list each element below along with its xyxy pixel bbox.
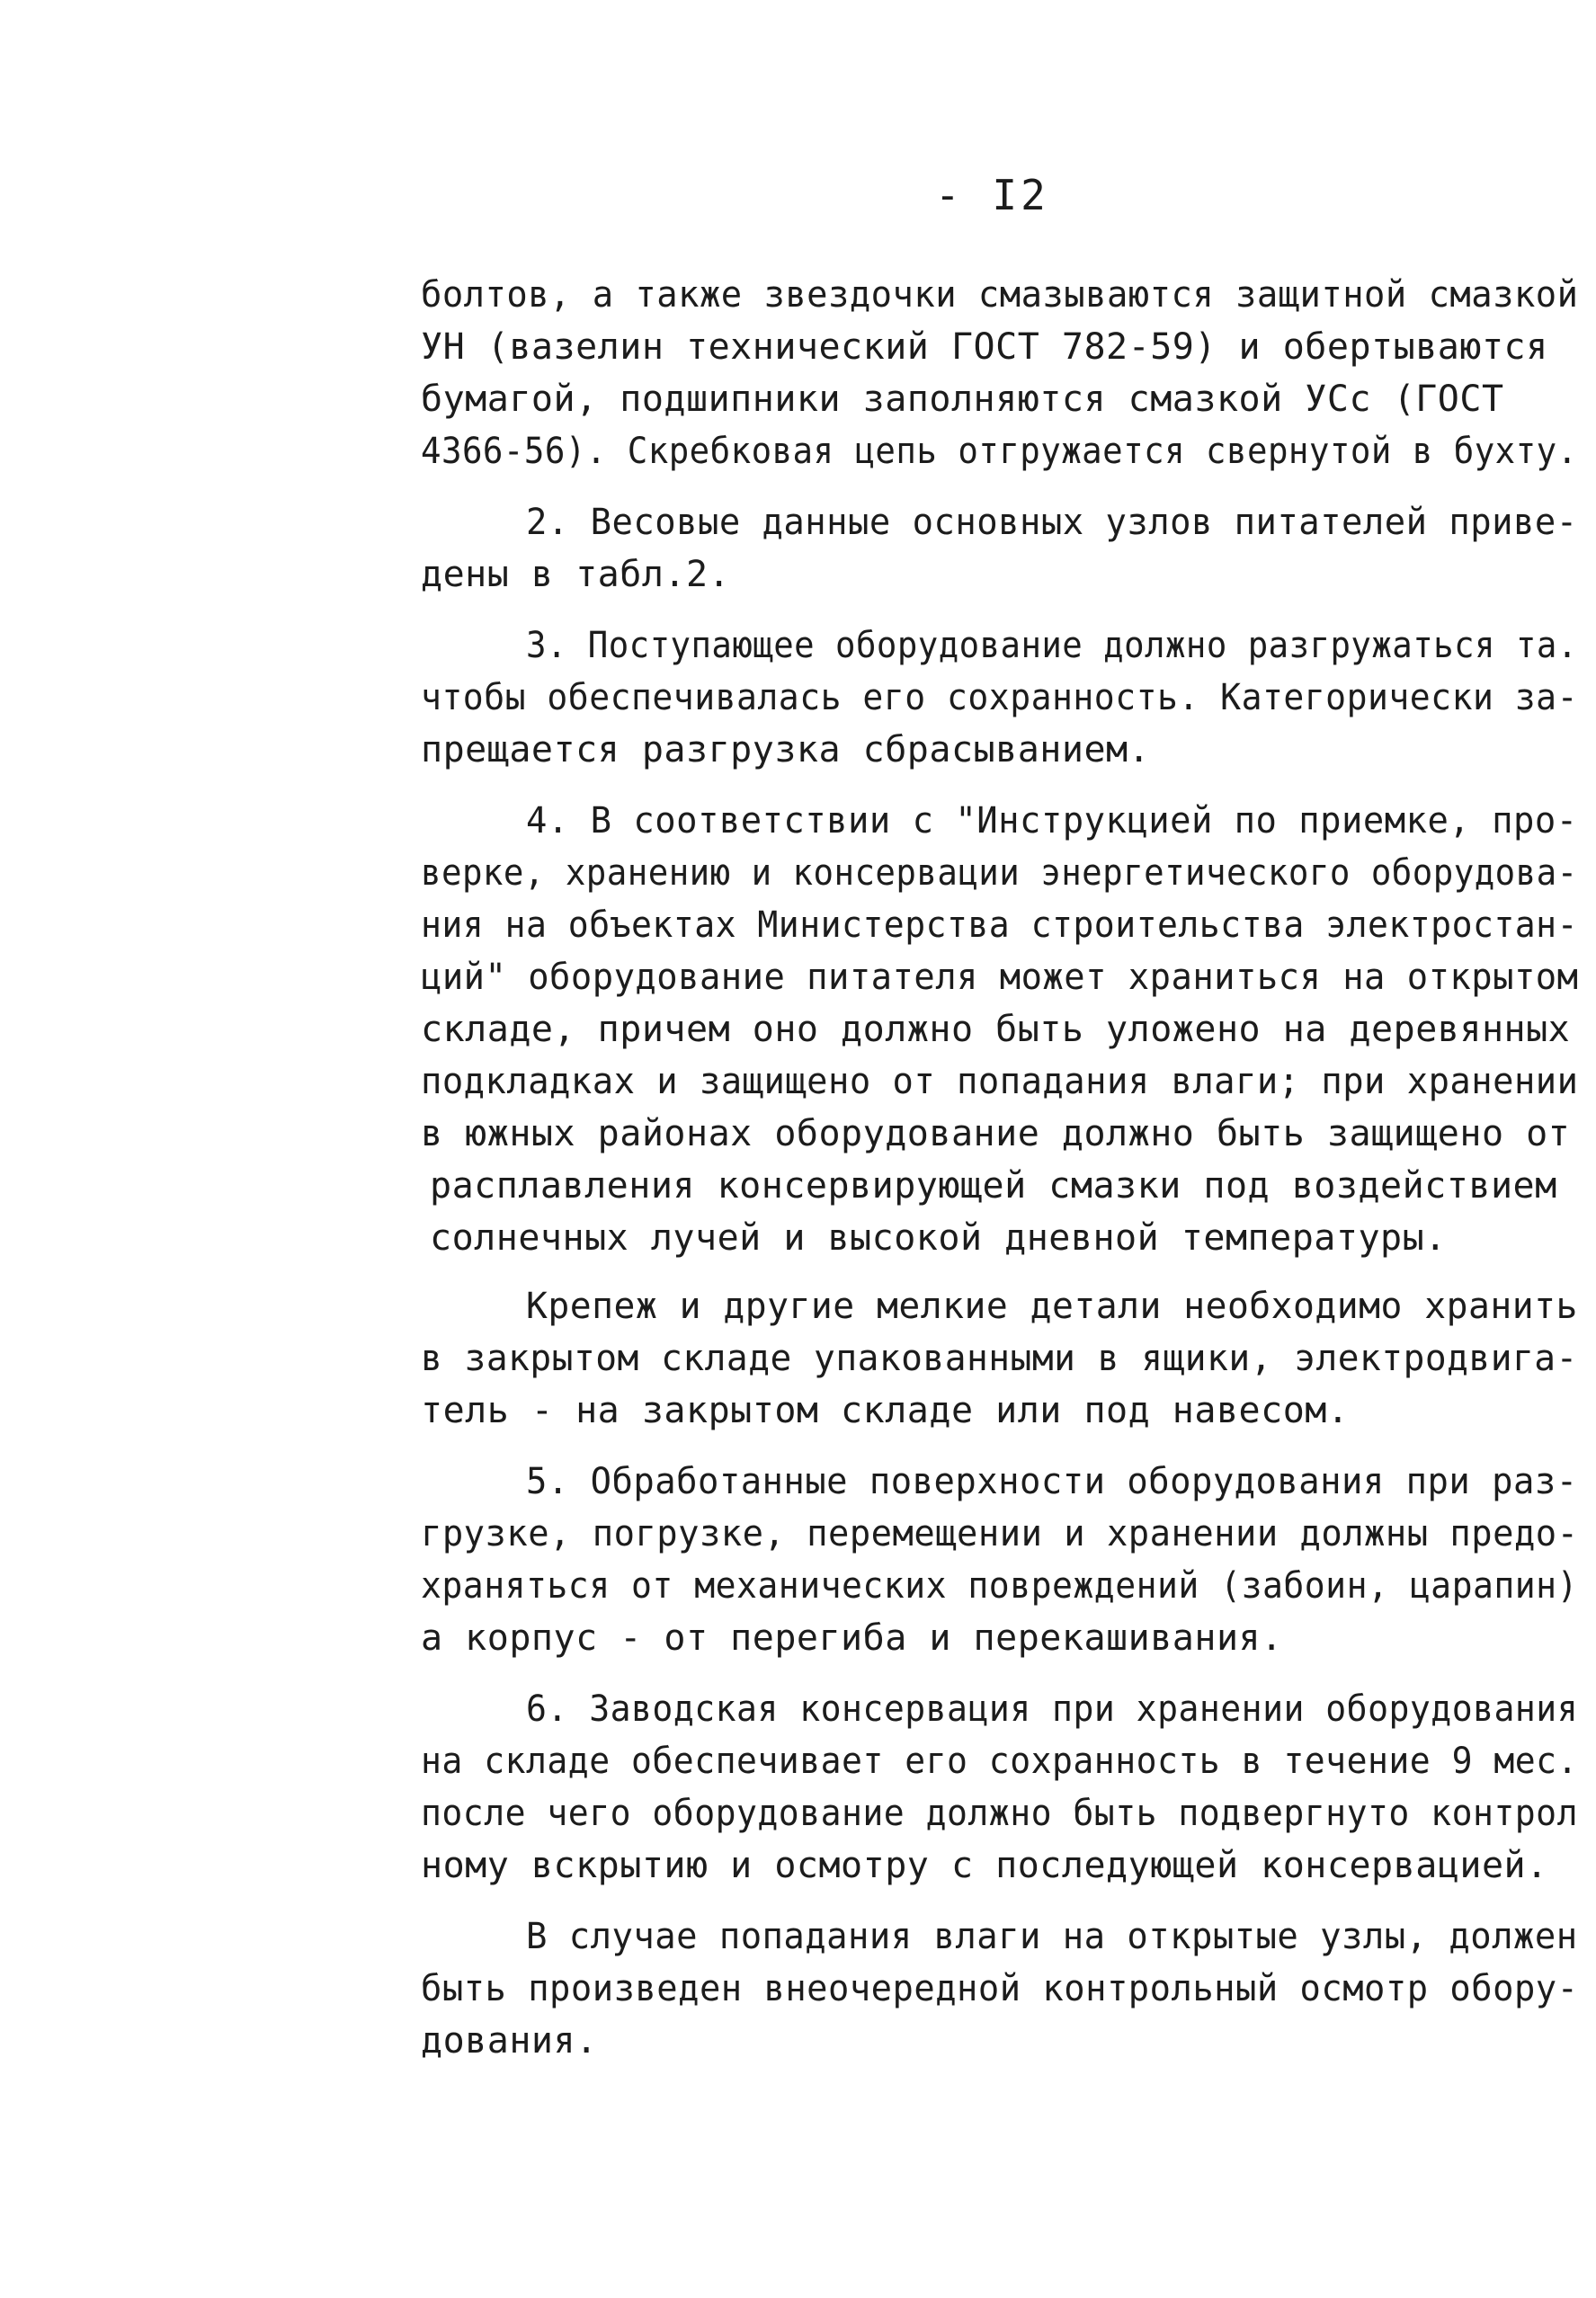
text-line: тель - на закрытом складе или под навесом.: [421, 1390, 1350, 1431]
text-line: 4. В соответствии с "Инструкцией по приемке, про-: [526, 800, 1578, 842]
text-line: ций" оборудование питателя может храниться на открытом: [421, 957, 1579, 998]
text-line: складе, причем оно должно быть уложено на деревянных: [421, 1009, 1571, 1050]
text-line: подкладках и защищено от попадания влаги; при хранении: [421, 1061, 1579, 1102]
text-line: после чего оборудование должно быть подвергнуто контрол: [421, 1793, 1578, 1834]
text-line: солнечных лучей и высокой дневной температуры.: [430, 1217, 1447, 1259]
text-line: на складе обеспечивает его сохранность в течение 9 мес.: [421, 1741, 1578, 1782]
text-line: В случае попадания влаги на открытые узлы, должен: [526, 1916, 1578, 1957]
text-line: верке, хранению и консервации энергетического оборудова-: [421, 852, 1578, 894]
text-line: 5. Обработанные поверхности оборудования при раз-: [526, 1461, 1578, 1502]
text-line: а корпус - от перегиба и перекашивания.: [421, 1617, 1283, 1659]
text-line: ному вскрытию и осмотру с последующей консервацией.: [421, 1845, 1548, 1886]
text-line: Крепеж и другие мелкие детали необходимо хранить: [526, 1286, 1578, 1327]
text-line: храняться от механических повреждений (забоин, царапин): [421, 1565, 1578, 1607]
text-line: болтов, а также звездочки смазываются защитной смазкой: [421, 274, 1579, 316]
text-line: грузке, погрузке, перемещении и хранении должны предо-: [421, 1513, 1579, 1554]
page-number: - I2: [935, 171, 1049, 219]
text-line: прещается разгрузка сбрасыванием.: [421, 729, 1151, 770]
text-line: 2. Весовые данные основных узлов питателей приве-: [526, 502, 1578, 543]
text-line: в южных районах оборудование должно быть защищено от: [421, 1113, 1571, 1154]
text-line: ния на объектах Министерства строительства электростан-: [421, 904, 1578, 946]
text-line: расплавления консервирующей смазки под воздействием: [430, 1165, 1557, 1207]
text-line: УН (вазелин технический ГОСТ 782-59) и обертываются: [421, 326, 1548, 368]
text-line: дены в табл.2.: [421, 554, 731, 595]
text-line: 4366-56). Скребковая цепь отгружается свернутой в бухту.: [421, 431, 1578, 472]
text-line: в закрытом складе упакованными в ящики, электродвига-: [421, 1338, 1578, 1379]
text-line: чтобы обеспечивалась его сохранность. Категорически за-: [421, 677, 1578, 718]
text-line: 3. Поступающее оборудование должно разгружаться та.: [526, 625, 1578, 666]
text-line: бумагой, подшипники заполняются смазкой УСс (ГОСТ: [421, 379, 1504, 420]
text-line: 6. Заводская консервация при хранении оборудования: [526, 1688, 1579, 1730]
text-line: быть произведен внеочередной контрольный осмотр обору-: [421, 1968, 1579, 2009]
text-line: дования.: [421, 2020, 598, 2062]
